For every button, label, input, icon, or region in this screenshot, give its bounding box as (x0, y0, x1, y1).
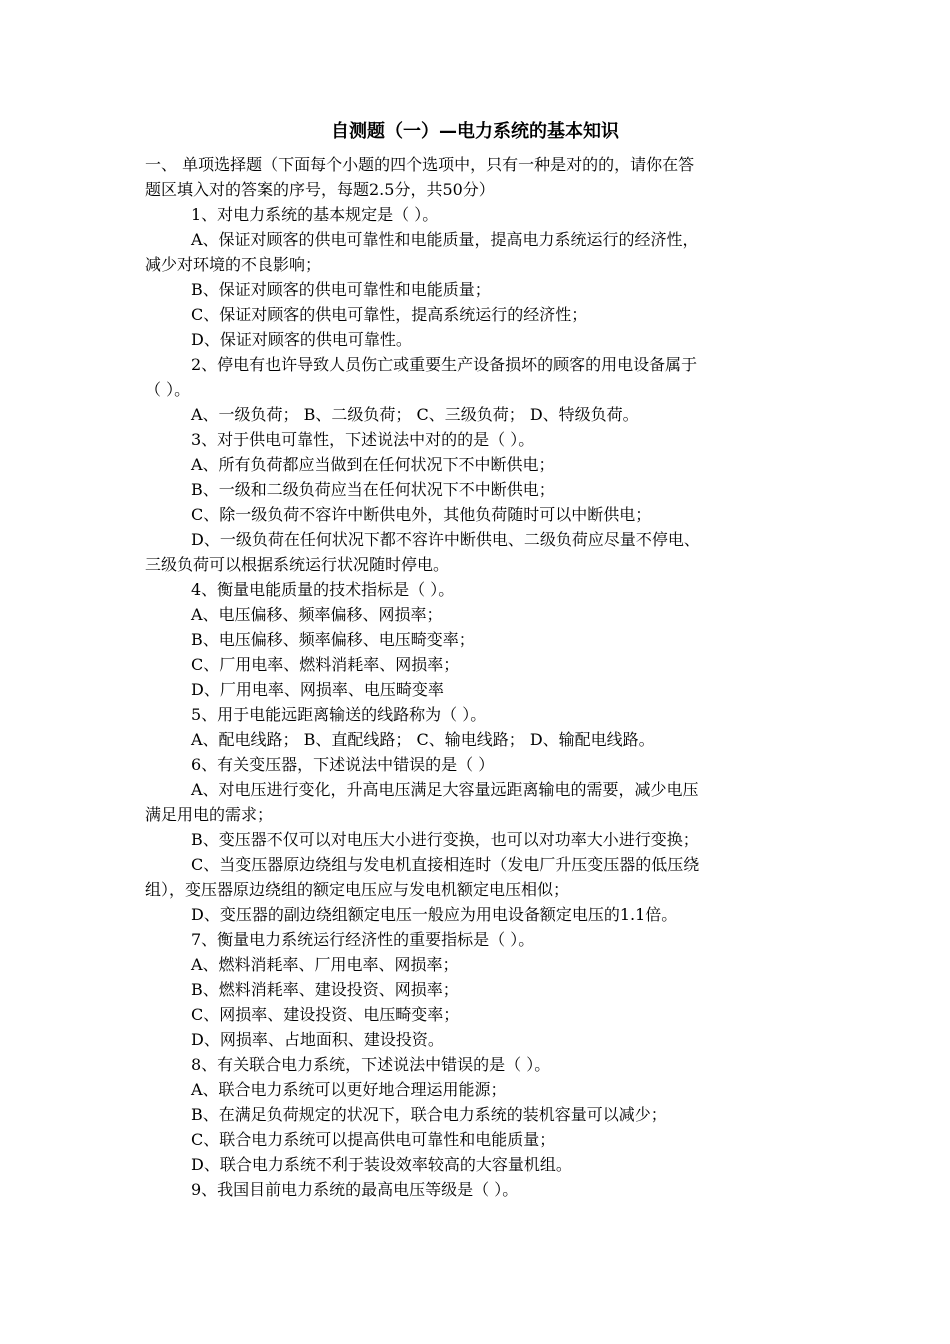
question-8: 8、有关联合电力系统，下述说法中错误的是（ ）。 (191, 1055, 551, 1074)
option-line: 满足用电的需求； (145, 805, 274, 824)
option-line: C、网损率、建设投资、电压畸变率； (191, 1005, 460, 1024)
option-line: C、联合电力系统可以提高供电可靠性和电能质量； (191, 1130, 556, 1149)
option-line: 减少对环境的不良影响； (145, 255, 322, 274)
option-line: A、联合电力系统可以更好地合理运用能源； (191, 1080, 507, 1099)
option-line: C、厂用电率、燃料消耗率、网损率； (191, 655, 460, 674)
question-4: 4、衡量电能质量的技术指标是（ ）。 (191, 580, 455, 599)
option-line: B、电压偏移、频率偏移、电压畸变率； (191, 630, 475, 649)
option-line: A、电压偏移、频率偏移、网损率； (191, 605, 443, 624)
question-1: 1、对电力系统的基本规定是（ ）。 (191, 205, 439, 224)
option-line: B、变压器不仅可以对电压大小进行变换，也可以对功率大小进行变换； (191, 830, 699, 849)
option-line: 组），变压器原边绕组的额定电压应与发电机额定电压相似； (145, 880, 570, 899)
section-heading-line: 一、 单项选择题（下面每个小题的四个选项中，只有一种是对的的，请你在答 (145, 155, 695, 174)
option-line: D、联合电力系统不利于装设效率较高的大容量机组。 (191, 1155, 572, 1174)
page-title: 自测题（一）—电力系统的基本知识 (331, 121, 619, 142)
option-line: A、一级负荷； B、二级负荷； C、三级负荷； D、特级负荷。 (191, 405, 639, 424)
question-9: 9、我国目前电力系统的最高电压等级是（ ）。 (191, 1180, 519, 1199)
option-line: B、在满足负荷规定的状况下，联合电力系统的装机容量可以减少； (191, 1105, 667, 1124)
question-2: 2、停电有也许导致人员伤亡或重要生产设备损坏的顾客的用电设备属于 (191, 355, 698, 374)
option-line: B、燃料消耗率、建设投资、网损率； (191, 980, 459, 999)
question-7: 7、衡量电力系统运行经济性的重要指标是（ ）。 (191, 930, 535, 949)
option-line: D、保证对顾客的供电可靠性。 (191, 330, 412, 349)
option-line: D、一级负荷在任何状况下都不容许中断供电、二级负荷应尽量不停电、 (191, 530, 700, 549)
option-line: A、保证对顾客的供电可靠性和电能质量，提高电力系统运行的经济性， (191, 230, 699, 249)
option-line: A、燃料消耗率、厂用电率、网损率； (191, 955, 459, 974)
question-3: 3、对于供电可靠性，下述说法中对的的是（ ）。 (191, 430, 535, 449)
section-heading-line: 题区填入对的答案的序号，每题2.5分，共50分） (145, 180, 495, 199)
option-line: B、保证对顾客的供电可靠性和电能质量； (191, 280, 491, 299)
option-line: A、所有负荷都应当做到在任何状况下不中断供电； (191, 455, 555, 474)
option-line: C、当变压器原边绕组与发电机直接相连时（发电厂升压变压器的低压绕 (191, 855, 700, 874)
option-line: 三级负荷可以根据系统运行状况随时停电。 (145, 555, 450, 574)
option-line: D、网损率、占地面积、建设投资。 (191, 1030, 444, 1049)
option-line: B、一级和二级负荷应当在任何状况下不中断供电； (191, 480, 555, 499)
option-line: C、保证对顾客的供电可靠性，提高系统运行的经济性； (191, 305, 588, 324)
option-line: D、厂用电率、网损率、电压畸变率 (191, 680, 444, 699)
question-2-cont: （ ）。 (145, 380, 191, 399)
question-6: 6、有关变压器，下述说法中错误的是（ ） (191, 755, 495, 774)
option-line: C、除一级负荷不容许中断供电外，其他负荷随时可以中断供电； (191, 505, 652, 524)
question-5: 5、用于电能远距离输送的线路称为（ ）。 (191, 705, 487, 724)
option-line: A、配电线路； B、直配线路； C、输电线路； D、输配电线路。 (191, 730, 655, 749)
option-line: D、变压器的副边绕组额定电压一般应为用电设备额定电压的1.1倍。 (191, 905, 678, 924)
option-line: A、对电压进行变化，升高电压满足大容量远距离输电的需要，减少电压 (191, 780, 699, 799)
